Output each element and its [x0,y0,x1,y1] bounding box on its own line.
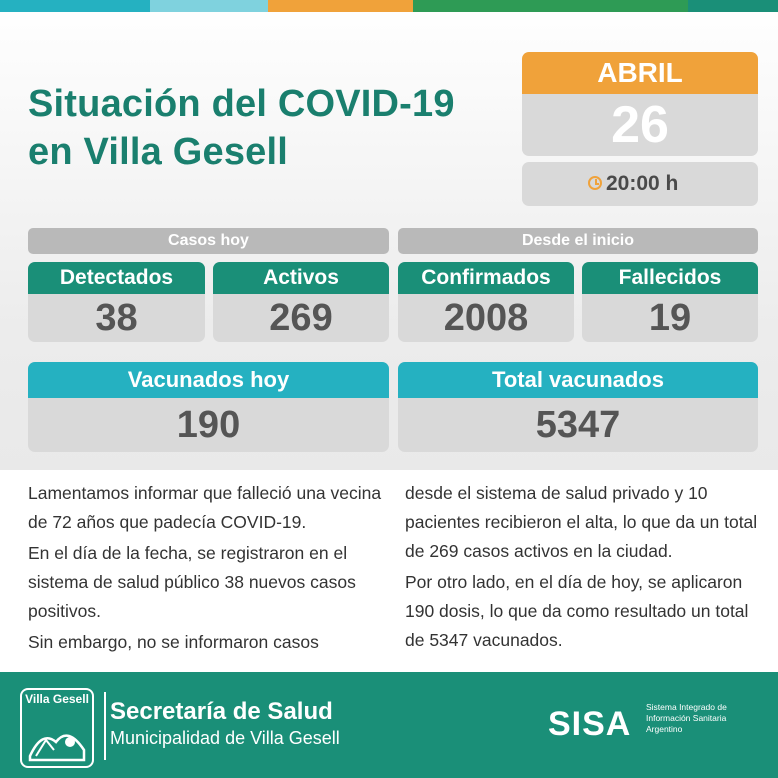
stat-value: 38 [95,297,138,339]
date-month: ABRIL [522,52,758,94]
logo-text: Villa Gesell [25,692,89,706]
body-paragraph: desde el sistema de salud privado y 10 pacientes recibieron el alta, lo que da un total de 269 casos activos en la ciudad. [405,483,758,561]
sisa-subtitle: Sistema Integrado de Información Sanitaria Argentino [646,702,727,734]
body-paragraph: En el día de la fecha, se registraron en el sistema de salud público 38 nuevos casos positivos. [28,543,356,621]
page-title [28,80,488,176]
title-line-1: Situación del COVID-19 [28,83,455,125]
stat-value: 269 [269,297,333,339]
section-label-since-start: Desde el inicio [398,228,758,254]
stat-label: Confirmados [398,262,574,294]
org-name: Secretaría de Salud [110,698,333,725]
stat-card-confirmados [398,262,574,342]
body-text-right [405,479,760,657]
clock-icon [588,176,602,190]
stat-value: 19 [648,297,692,339]
sisa-logo: SISA [548,705,632,743]
body-paragraph: Sin embargo, no se informaron casos [28,632,319,652]
stat-label: Fallecidos [582,262,758,294]
top-stripe-cyan [0,0,150,12]
footer-divider [104,692,106,760]
stat-card-detectados [28,262,205,342]
footer [0,672,778,778]
vaccine-value: 190 [176,404,241,446]
top-stripe-green [413,0,688,12]
date-day: 26 [522,94,758,156]
stat-card-activos [213,262,389,342]
body-paragraph: Lamentamos informar que falleció una vecina de 72 años que padecía COVID-19. [28,483,382,532]
body-paragraph: Por otro lado, en el día de hoy, se aplicaron 190 dosis, lo que da como resultado un total de 5347 vacunados. [405,572,749,650]
vaccine-card-today [28,362,389,452]
top-stripe-lightcyan [150,0,268,12]
stat-value: 2008 [443,297,529,339]
vaccine-label: Vacunados hoy [28,362,389,398]
vaccine-card-total [398,362,758,452]
vaccine-label: Total vacunados [398,362,758,398]
title-line-2: en Villa Gesell [28,131,289,173]
time-box [522,162,758,206]
stat-card-fallecidos [582,262,758,342]
org-subtitle: Municipalidad de Villa Gesell [110,728,340,748]
villa-gesell-logo [20,688,94,768]
time-text: 20:00 h [606,172,679,195]
vaccine-value: 5347 [535,404,621,446]
top-stripe-orange [268,0,413,12]
top-stripe-teal [688,0,778,12]
body-text-left [28,479,388,659]
stat-label: Activos [213,262,389,294]
dunes-icon [28,720,86,762]
stat-label: Detectados [28,262,205,294]
section-label-today: Casos hoy [28,228,389,254]
